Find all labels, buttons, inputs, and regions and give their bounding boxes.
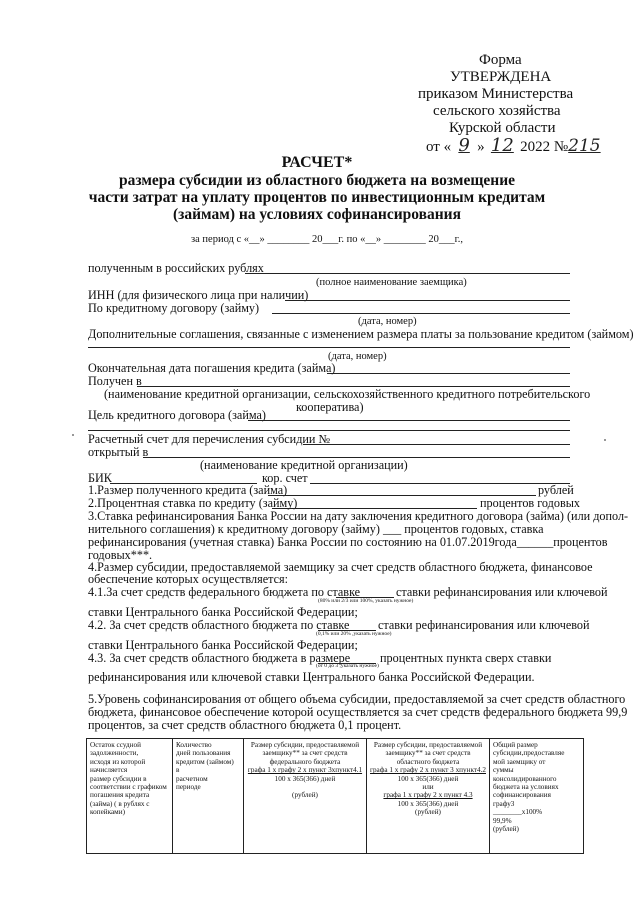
item-4-2-suffix: ставки рефинансирования или ключевой bbox=[378, 618, 590, 632]
item-5-line-3: процентов, за счет средств областного бюджета 0,1 процент. bbox=[88, 718, 402, 732]
table-cell-line: суммы bbox=[493, 766, 514, 775]
purpose-field-2[interactable] bbox=[88, 430, 570, 431]
borrower-name-field[interactable] bbox=[245, 273, 570, 274]
table-cell-line: Количество bbox=[176, 741, 212, 749]
contract-field[interactable] bbox=[272, 313, 570, 314]
table-cell-line: мой заемщику от bbox=[493, 757, 546, 766]
item-4-line-2: обеспечение которых осуществляется: bbox=[88, 572, 288, 586]
table-cell-line: субсидии,предоставляе bbox=[493, 749, 565, 758]
item-4-3-end: рефинансирования или ключевой ставки Центрального банка Российской Федерации. bbox=[88, 670, 535, 684]
table-cell-line: (займа) ( в рублях с bbox=[90, 799, 150, 808]
table-cell-line: дней пользования bbox=[176, 749, 231, 758]
table-cell-line: заемщику** за счет средств bbox=[385, 749, 471, 758]
table-cell-line: расчетном bbox=[176, 774, 208, 783]
approval-month: 12 bbox=[490, 135, 514, 156]
table-cell-line: 100 х 365(366) дней bbox=[397, 774, 459, 783]
table-cell-line: заемщику** за счет средств bbox=[262, 749, 348, 758]
table-row bbox=[87, 739, 584, 854]
approval-number: 215 bbox=[568, 136, 601, 156]
table-cell-line: (рублей) bbox=[493, 825, 519, 834]
item-2-label: 2.Процентная ставка по кредиту (займу) bbox=[88, 496, 298, 510]
approval-day: 9 bbox=[458, 135, 470, 156]
from-label: от « bbox=[426, 139, 452, 155]
table-cell-line: или bbox=[422, 783, 434, 792]
table-cell-line: 100 х 365(366) дней bbox=[397, 799, 459, 808]
table-cell-line: ________х100% bbox=[493, 808, 543, 817]
year-number-label: 2022 № bbox=[520, 139, 569, 155]
form-label: Форма bbox=[479, 52, 522, 68]
table-cell-line: консолидированного bbox=[493, 774, 557, 783]
received-in-label: Получен в bbox=[88, 374, 142, 388]
table-cell-line: (рублей) bbox=[415, 808, 441, 817]
table-cell-line: федерального бюджета bbox=[269, 757, 341, 766]
col-federal bbox=[244, 739, 367, 854]
table-cell-line: бюджета на условиях bbox=[493, 783, 559, 792]
item-4-2-end: ставки Центрального банка Российской Федерации; bbox=[88, 638, 358, 652]
ministry-text: сельского хозяйства bbox=[433, 103, 561, 119]
org-hint-2: кооператива) bbox=[296, 400, 364, 414]
table-cell-line: кредитом (займом) bbox=[176, 757, 234, 766]
contract-label: По кредитному договору (займу) bbox=[88, 301, 260, 315]
item-4-3-suffix: процентных пункта сверх ставки bbox=[380, 651, 552, 665]
table-cell-line: копейками) bbox=[90, 808, 125, 817]
account-field[interactable] bbox=[303, 444, 570, 445]
purpose-field[interactable] bbox=[248, 420, 570, 421]
col-days bbox=[173, 739, 244, 854]
org-hint-1: (наименование кредитной организации, сельскохозяйственного кредитного потребительского bbox=[104, 387, 591, 401]
col-total bbox=[490, 739, 584, 854]
item-4-line-1: 4.Размер субсидии, предоставляемой заемщику за счет средств областного бюджета, финансовое bbox=[88, 560, 593, 574]
rubles-unit: рублей bbox=[538, 483, 574, 497]
purpose-label: Цель кредитного договора (займа) bbox=[88, 408, 266, 422]
title-line-2: размера субсидии из областного бюджета на возмещение bbox=[118, 172, 516, 189]
item-3-line-1: 3.Ставка рефинансирования Банка России на дату заключения кредитного договора (займа) (или допол- bbox=[88, 509, 629, 523]
table-cell-line: 99,9% bbox=[493, 816, 512, 825]
table-cell-line: графа 1 х графу 2 х пункт 4.3 bbox=[383, 791, 473, 800]
scan-dot bbox=[72, 434, 74, 436]
scan-dot bbox=[604, 439, 606, 441]
table-cell-line: погашения кредита bbox=[90, 791, 150, 800]
order-text: приказом Министерства bbox=[418, 86, 574, 102]
table-cell-line: графа 1 х графу 2 х пункт 3 хпункт4.2 bbox=[370, 766, 486, 775]
item-1-label: 1.Размер полученного кредита (займа) bbox=[88, 483, 288, 497]
region-text: Курской области bbox=[449, 120, 556, 136]
additional-field[interactable] bbox=[88, 347, 570, 348]
final-date-label: Окончательная дата погашения кредита (займа) bbox=[88, 361, 336, 375]
table-cell-line: задолженности, bbox=[90, 749, 139, 758]
bank-hint: (наименование кредитной организации) bbox=[200, 458, 408, 472]
table-cell-line: размер субсидии в bbox=[90, 774, 147, 783]
item-3-line-3: рефинансирования (учетная ставка) Банка России по состоянию на 01.07.2019года______процентов bbox=[88, 535, 608, 549]
opened-in-label: открытый в bbox=[88, 445, 149, 459]
table-cell-line: соответствии с графиком bbox=[90, 783, 167, 792]
table-cell-line: 100 х 365(366) дней bbox=[274, 774, 336, 783]
additional-label: Дополнительные соглашения, связанные с изменением размера платы за пользование кредитом (займом) bbox=[88, 327, 634, 341]
table-cell-line: Общий размер bbox=[493, 741, 538, 749]
table-cell-line: (рублей) bbox=[292, 791, 318, 800]
borrower-hint: (полное наименование заемщика) bbox=[316, 277, 467, 288]
title-line-4: (займам) на условиях софинансирования bbox=[172, 206, 461, 223]
table-cell-line bbox=[247, 783, 363, 791]
item-3-line-4: годовых***. bbox=[88, 548, 153, 562]
period-line: за период с «__» ________ 20___г. по «__» ________ 20___г., bbox=[191, 234, 464, 245]
item-4-1-end: ставки Центрального банка Российской Федерации; bbox=[88, 605, 358, 619]
table-cell-line: Остаток ссудной bbox=[90, 741, 141, 749]
item-4-1-suffix: ставки рефинансирования или ключевой bbox=[396, 585, 608, 599]
item-4-1-hint: (80% или 2/3 или 100%, указать нужное) bbox=[318, 598, 414, 604]
date-number-hint: (дата, номер) bbox=[358, 316, 417, 327]
table-cell-line: областного бюджета bbox=[396, 757, 460, 766]
table-cell-line: исходя из которой bbox=[90, 757, 146, 766]
table-cell-line: в bbox=[176, 766, 180, 775]
item-4-3-label: 4.3. За счет средств областного бюджета в размере bbox=[88, 651, 351, 665]
table-cell-line: софинансирования bbox=[493, 791, 551, 800]
item-5-line-1: 5.Уровень софинансирования от общего объема субсидии, предоставляемой за счет средств областного bbox=[88, 692, 626, 706]
col-regional bbox=[367, 739, 490, 854]
item-5-line-2: бюджета, финансовое обеспечение которой осуществляется за счет средств федерального бюджета 99,9 bbox=[88, 705, 628, 719]
item-4-1-label: 4.1.За счет средств федерального бюджета по ставке bbox=[88, 585, 361, 599]
final-date-field[interactable] bbox=[327, 373, 570, 374]
corr-account-field[interactable] bbox=[310, 483, 570, 484]
document-title: РАСЧЕТ* bbox=[281, 154, 353, 171]
quote-close: » bbox=[477, 139, 485, 155]
item-3-line-2: нительного соглашения) к кредитному договору (займу) ___ процентов годовых, ставка bbox=[88, 522, 544, 536]
table-cell-line: периоде bbox=[176, 783, 201, 792]
approved-label: УТВЕРЖДЕНА bbox=[450, 69, 552, 85]
subsidy-table bbox=[86, 738, 584, 854]
col-balance bbox=[87, 739, 173, 854]
table-cell-line: Размер субсидии, предоставляемой bbox=[250, 741, 360, 749]
account-label: Расчетный счет для перечисления субсидии № bbox=[88, 432, 331, 446]
date-number-hint-2: (дата, номер) bbox=[328, 351, 387, 362]
table-cell-line: графа 1 х графу 2 х пункт 3хпункт4.1 bbox=[247, 766, 363, 775]
corr-account-label: кор. счет bbox=[262, 471, 308, 485]
table-cell-line: графу3 bbox=[493, 799, 515, 808]
inn-field[interactable] bbox=[285, 300, 570, 301]
table-cell-line: Размер субсидии, предоставляемой bbox=[373, 741, 483, 749]
bik-label: БИК bbox=[88, 471, 112, 485]
rubles-label: полученным в российских рублях bbox=[88, 261, 264, 275]
title-line-3: части затрат на уплату процентов по инвестиционным кредитам bbox=[88, 189, 546, 206]
item-4-2-label: 4.2. За счет средств областного бюджета по ставке bbox=[88, 618, 350, 632]
inn-label: ИНН (для физического лица при наличии) bbox=[88, 288, 309, 302]
table-cell-line: начисляется bbox=[90, 766, 128, 775]
percent-unit: процентов годовых bbox=[480, 496, 580, 510]
item-4-3-hint: (от 0 до 3 ,указать нужное) bbox=[316, 663, 379, 669]
item-4-2-hint: (0,1% или 20% ,указать нужное) bbox=[316, 631, 392, 637]
